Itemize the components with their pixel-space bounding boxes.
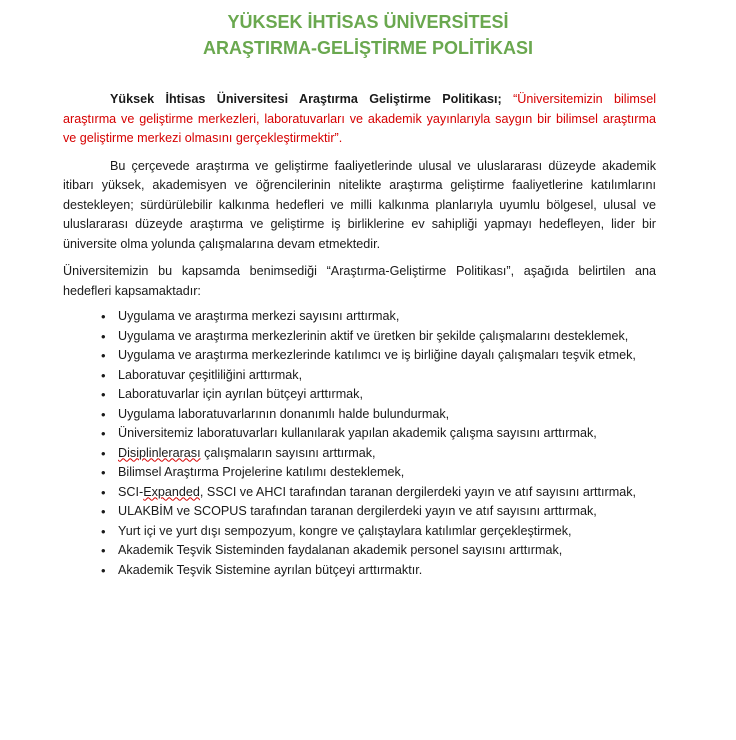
bullet-icon: • <box>101 523 106 539</box>
paragraph-3: Üniversitemizin bu kapsamda benimsediği “Araştırma-Geliştirme Politikası”, aşağıda belirtilen ana hedefleri kapsamaktadır: <box>63 264 656 298</box>
bullet-icon: • <box>101 504 106 519</box>
bullet-icon: • <box>101 484 106 500</box>
bullet-icon: • <box>101 406 106 422</box>
list-item: • ULAKBİM ve SCOPUS tarafından taranan dergilerdeki yayın ve atıf sayısını arttırmak, <box>118 502 656 522</box>
bullet-icon: • <box>101 465 106 480</box>
list-item: • Laboratuvarlar için ayrılan bütçeyi arttırmak, <box>118 385 656 405</box>
list-item: • Uygulama laboratuvarlarının donanımlı halde bulundurmak, <box>118 405 656 425</box>
list-item: • Laboratuvar çeşitliliğini arttırmak, <box>118 366 656 386</box>
list-item: • Uygulama ve araştırma merkezi sayısını arttırmak, <box>118 307 656 327</box>
list-item: • Akademik Teşvik Sisteminden faydalanan akademik personel sayısını arttırmak, <box>118 541 656 561</box>
bullet-icon: • <box>101 445 106 461</box>
intro-bold-text: Yüksek İhtisas Üniversitesi Araştırma Geliştirme Politikası; <box>110 92 502 106</box>
spellcheck-word: Expanded <box>143 484 200 499</box>
intro-paragraph <box>63 90 656 149</box>
paragraph-2: Bu çerçevede araştırma ve geliştirme faaliyetlerinde ulusal ve uluslararası düzeyde akademik itibarı yüksek, akademisyen ve öğrencilerinin nitelikte araştırma geliştirme faaliyetlerine katılımlarını destekleyen; sürdürülebilir kalkınma hedefleri ve milli kalkınma planlarıyla uyumlu bölgesel, ulusal ve uluslararası düzeyde araştırma ve geliştirme iş birliklerine ev sahipliği yapmayı hedefleyen, lider bir üniversite olma yolunda çalışmalarına devam etmektedir. <box>63 158 656 251</box>
bullet-icon: • <box>101 367 106 383</box>
document-body <box>63 90 656 580</box>
bullet-icon: • <box>101 309 106 324</box>
bullet-icon: • <box>101 426 106 441</box>
list-item: • SCI-Expanded, SSCI ve AHCI tarafından taranan dergilerdeki yayın ve atıf sayısını arttırmak, <box>118 483 656 503</box>
document-title <box>0 9 736 61</box>
spellcheck-word: Disiplinlerarası <box>118 445 201 460</box>
bullet-icon: • <box>101 387 106 402</box>
list-item: • Akademik Teşvik Sistemine ayrılan bütçeyi arttırmaktır. <box>118 561 656 581</box>
title-line-1: YÜKSEK İHTİSAS ÜNİVERSİTESİ <box>227 12 509 32</box>
bullet-icon: • <box>101 348 106 363</box>
list-item: • Uygulama ve araştırma merkezlerinin aktif ve üretken bir şekilde çalışmalarını desteklemek, <box>118 327 656 347</box>
bullet-icon: • <box>101 562 106 578</box>
list-item: • Yurt içi ve yurt dışı sempozyum, kongre ve çalıştaylara katılımlar gerçekleştirmek, <box>118 522 656 542</box>
list-item: • Disiplinlerarası çalışmaların sayısını arttırmak, <box>118 444 656 464</box>
bullet-icon: • <box>101 543 106 558</box>
goals-list <box>63 307 656 580</box>
list-item: • Bilimsel Araştırma Projelerine katılımı desteklemek, <box>118 463 656 483</box>
bullet-icon: • <box>101 328 106 344</box>
title-line-2: ARAŞTIRMA-GELİŞTİRME POLİTİKASI <box>203 38 533 58</box>
intro-quote-text: “Üniversitemizin bilimsel araştırma ve geliştirme merkezleri, laboratuvarları ve akademik yayınlarıyla saygın bir bilimsel araştırma ve geliştirme merkezi olmasını gerçekleştirmektir”. <box>63 92 656 145</box>
list-item: • Üniversitemiz laboratuvarları kullanılarak yapılan akademik çalışma sayısını arttırmak, <box>118 424 656 444</box>
list-item: • Uygulama ve araştırma merkezlerinde katılımcı ve iş birliğine dayalı çalışmaları teşvik etmek, <box>118 346 656 366</box>
